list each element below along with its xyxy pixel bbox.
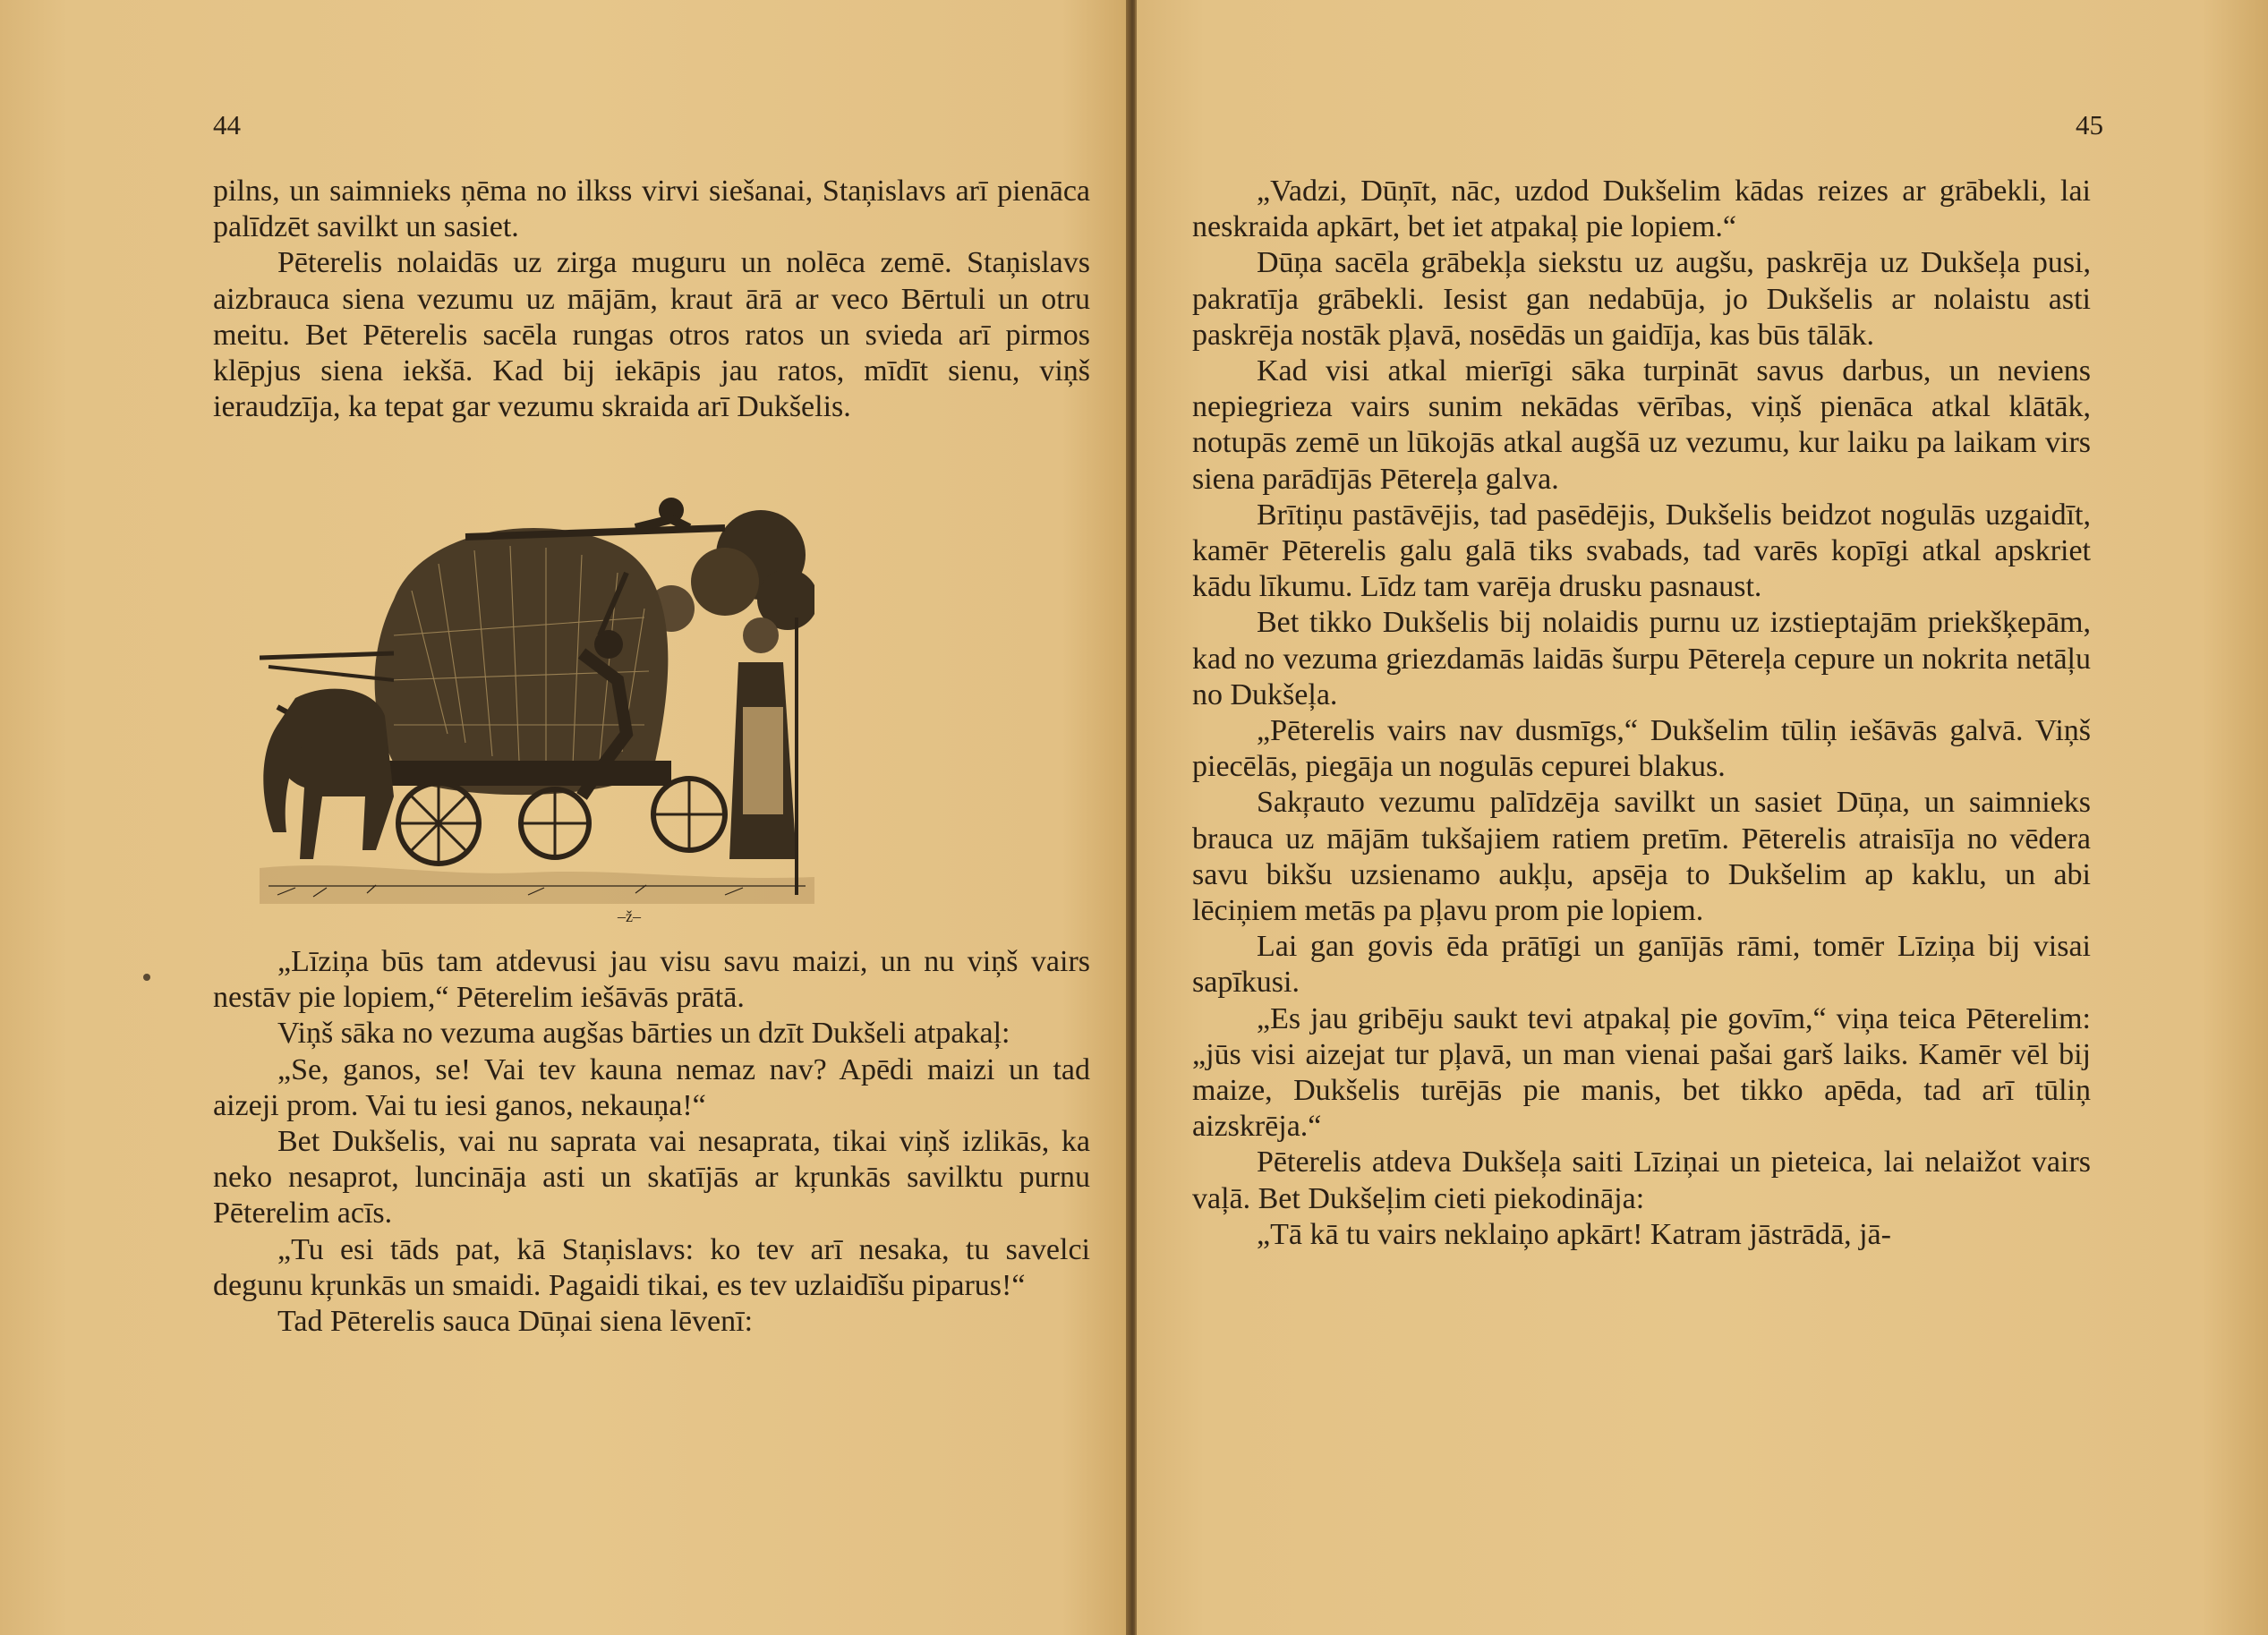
paragraph: Pēterelis nolaidās uz zirga muguru un nolēca zemē. Staņislavs aizbrauca siena vezumu uz mājām, kraut ārā ar veco Bērtuli un otru meitu. Bet Pēterelis sacēla rungas otros ratos un svieda arī pirmos klēpjus siena iekšā. Kad bij iekāpis jau ratos, mīdīt sienu, viņš ieraudzīja, ka tepat gar vezumu skraida arī Dukšelis.	[213, 246, 1090, 424]
hay-wagon-illustration	[260, 474, 814, 931]
paragraph: „Es jau gribēju saukt tevi atpakaļ pie govīm,“ viņa teica Pēterelim: „jūs visi aizejat tur pļavā, un man vienai pašai garš laiks. Kamēr vēl bij maize, Dukšelis turējās pie manis, bet tikko apēda, tad arī tūliņ aizskrēja.“	[1192, 1001, 2091, 1144]
paragraph: Pēterelis atdeva Dukšeļa saiti Līziņai un pieteica, lai nelaižot vairs vaļā. Bet Dukšeļim cieti piekodināja:	[1192, 1145, 2091, 1215]
paragraph: Bet Dukšelis, vai nu saprata vai nesaprata, tikai viņš izlikās, ka neko nesaprot, luncināja asti un skatījās ar kŗunkās savilktu purnu Pēterelim acīs.	[213, 1125, 1090, 1231]
paragraph: Dūņa sacēla grābekļa siekstu uz augšu, paskrēja uz Dukšeļa pusi, pakratīja grābekli. Iesist gan nedabūja, jo Dukšelis ar nolaistu asti paskrēja nostāk pļavā, nosēdās un gaidīja, kas būs tālāk.	[1192, 246, 2091, 352]
right-page	[1135, 0, 2268, 1635]
stray-mark	[143, 974, 150, 981]
paragraph: „Līziņa būs tam atdevusi jau visu savu maizi, un nu viņš vairs nestāv pie lopiem,“ Pēterelim iešāvās prātā.	[213, 945, 1090, 1015]
paragraph: „Tā kā tu vairs neklaiņo apkārt! Katram jāstrādā, jā-	[1257, 1217, 1891, 1251]
right-text	[1192, 174, 2091, 1253]
paragraph: Brītiņu pastāvējis, tad pasēdējis, Dukšelis beidzot nogulās uzgaidīt, kamēr Pēterelis galu galā tiks svabads, tad varēs kopīgi atkal apskriet kādu līkumu. Līdz tam varēja drusku pasnaust.	[1192, 498, 2091, 604]
left-bottom-text	[213, 944, 1090, 1340]
paragraph: Tad Pēterelis sauca Dūņai siena lēvenī:	[277, 1305, 754, 1339]
paragraph: Bet tikko Dukšelis bij nolaidis purnu uz izstieptajām priekšķepām, kad no vezuma griezdamās laidās šurpu Pētereļa cepure un nokrita netāļu no Dukšeļa.	[1192, 606, 2091, 711]
page-number-left: 44	[213, 109, 241, 141]
paragraph: Viņš sāka no vezuma augšas bārties un dzīt Dukšeli atpakaļ:	[277, 1017, 1010, 1051]
illustration-signature: –ž–	[618, 907, 641, 925]
paragraph: „Vadzi, Dūņīt, nāc, uzdod Dukšelim kādas reizes ar grābekli, lai neskraida apkārt, bet iet atpakaļ pie lopiem.“	[1192, 175, 2091, 244]
left-page	[0, 0, 1132, 1635]
paragraph: Sakŗauto vezumu palīdzēja savilkt un sasiet Dūņa, un saimnieks brauca uz mājām tukšajiem ratiem pretīm. Pēterelis atraisīja no vēdera savu bikšu uzsienamo aukļu, apsēja to Dukšelim ap kaklu, un abi lēciņiem metās pa pļavu prom pie lopiem.	[1192, 786, 2091, 928]
paragraph: pilns, un saimnieks ņēma no ilkss virvi siešanai, Staņislavs arī pienāca palīdzēt savilkt un sasiet.	[213, 175, 1090, 244]
paragraph: „Pēterelis vairs nav dusmīgs,“ Dukšelim tūliņ iešāvās galvā. Viņš piecēlās, piegāja un nogulās cepurei blakus.	[1192, 714, 2091, 784]
left-top-text	[213, 174, 1090, 425]
paragraph: Kad visi atkal mierīgi sāka turpināt savus darbus, un neviens nepiegrieza vairs sunim nekādas vērības, viņš pienāca atkal klātāk, notupās zemē un lūkojās atkal augšā uz vezumu, kur laiku pa laikam virs siena parādījās Pētereļa galva.	[1192, 354, 2091, 496]
paragraph: „Se, ganos, se! Vai tev kauna nemaz nav? Apēdi maizi un tad aizeji prom. Vai tu iesi ganos, nekauņa!“	[213, 1052, 1090, 1122]
paragraph: Lai gan govis ēda prātīgi un ganījās rāmi, tomēr Līziņa bij visai sapīkusi.	[1192, 930, 2091, 1000]
paragraph: „Tu esi tāds pat, kā Staņislavs: ko tev arī nesaka, tu savelci degunu kŗunkās un smaidi. Pagaidi tikai, es tev uzlaidīšu piparus!“	[213, 1232, 1090, 1302]
page-number-right: 45	[2076, 109, 2103, 141]
